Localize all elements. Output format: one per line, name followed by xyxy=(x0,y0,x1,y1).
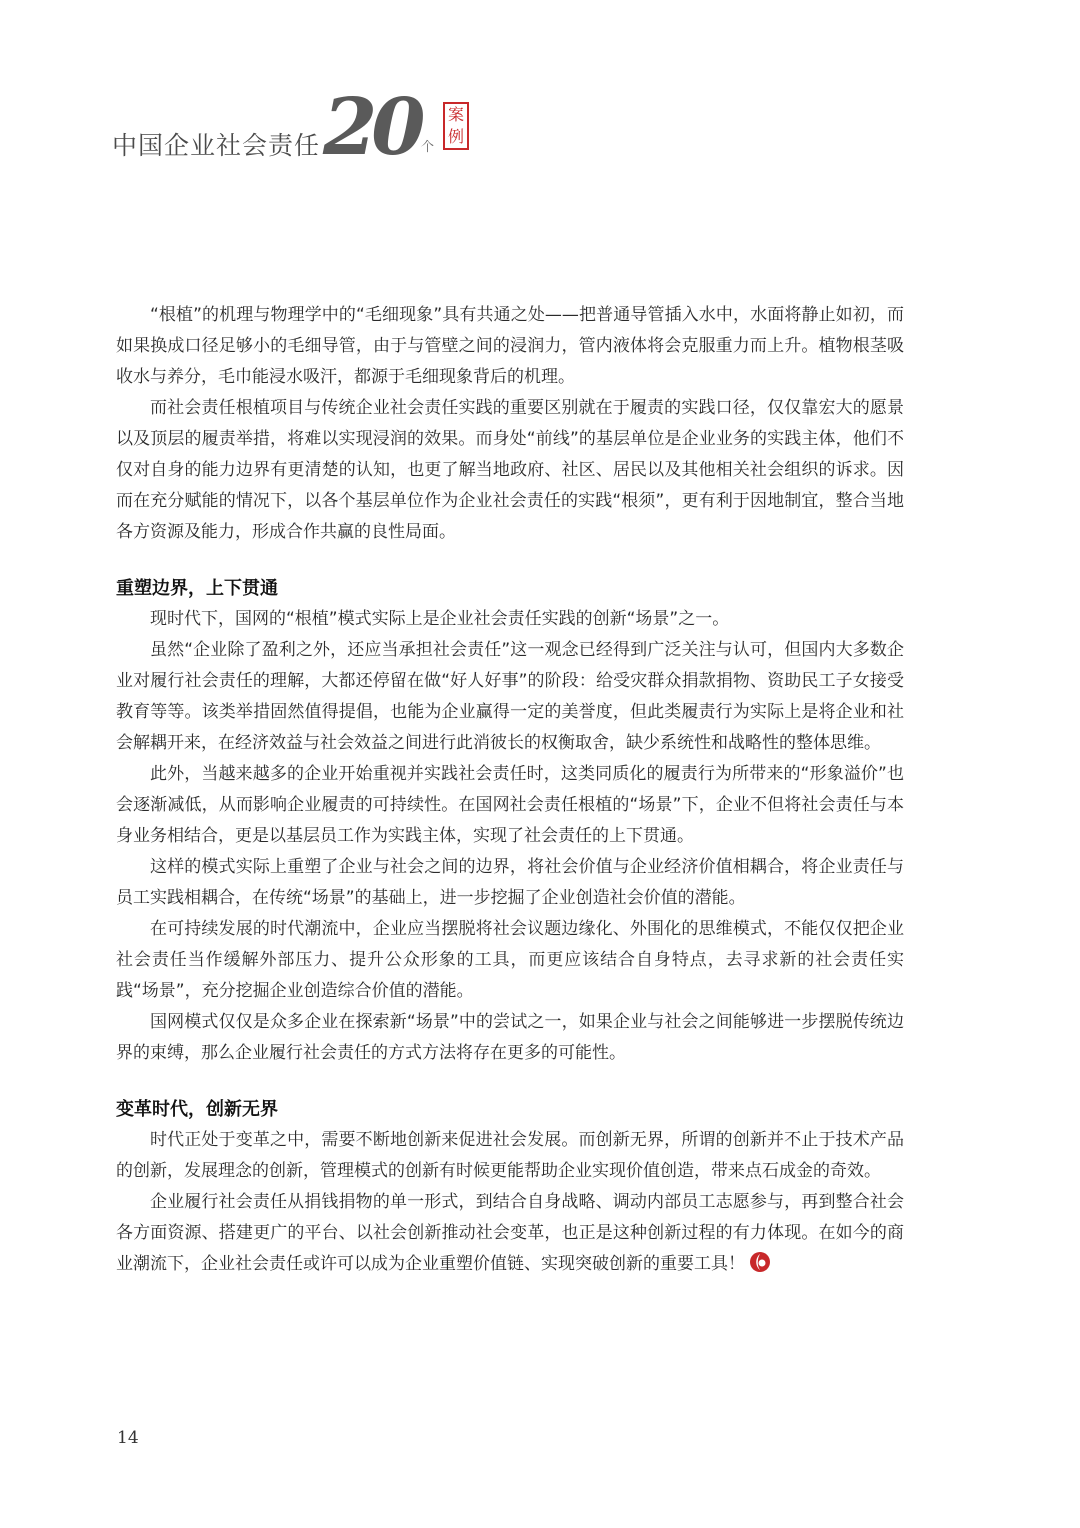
paragraph: 在可持续发展的时代潮流中，企业应当摆脱将社会议题边缘化、外围化的思维模式，不能仅仅把企业社会责任当作缓解外部压力、提升公众形象的工具，而更应该结合自身特点，去寻求新的社会责任实践“场景”，充分挖掘企业创造综合价值的潜能。 xyxy=(116,919,904,1001)
seal-char-1: 案 xyxy=(447,105,464,124)
page-number: 14 xyxy=(117,1428,139,1448)
red-end-mark-icon xyxy=(749,1251,771,1273)
paragraph: “根植”的机理与物理学中的“毛细现象”具有共通之处——把普通导管插入水中，水面将静止如初，而如果换成口径足够小的毛细导管，由于与管壁之间的浸润力，管内液体将会克服重力而上升。植物根茎吸收水与养分，毛巾能浸水吸汗，都源于毛细现象背后的机理。 xyxy=(116,305,904,387)
section-heading-reshape-boundaries: 重塑边界，上下贯通 xyxy=(116,578,278,599)
header-measure-word: 个 xyxy=(421,140,435,155)
header-title: 中国企业社会责任 xyxy=(112,131,321,160)
page-header xyxy=(112,78,492,168)
article-body xyxy=(116,300,904,1280)
section-heading-innovation-unbounded: 变革时代，创新无界 xyxy=(116,1099,278,1120)
svg-text:20: 20 xyxy=(323,82,420,164)
case-seal-stamp xyxy=(443,102,469,150)
seal-char-2: 例 xyxy=(447,127,464,146)
paragraph: 国网模式仅仅是众多企业在探索新“场景”中的尝试之一，如果企业与社会之间能够进一步摆脱传统边界的束缚，那么企业履行社会责任的方式方法将存在更多的可能性。 xyxy=(116,1012,904,1063)
paragraph: 而社会责任根植项目与传统企业社会责任实践的重要区别就在于履责的实践口径，仅仅靠宏大的愿景以及顶层的履责举措，将难以实现浸润的效果。而身处“前线”的基层单位是企业业务的实践主体，他们不仅对自身的能力边界有更清楚的认知，也更了解当地政府、社区、居民以及其他相关社会组织的诉求。因而在充分赋能的情况下，以各个基层单位作为企业社会责任的实践“根须”，更有利于因地制宜，整合当地各方资源及能力，形成合作共赢的良性局面。 xyxy=(116,398,904,542)
paragraph-final xyxy=(116,1187,904,1280)
paragraph: 时代正处于变革之中，需要不断地创新来促进社会发展。而创新无界，所谓的创新并不止于技术产品的创新，发展理念的创新，管理模式的创新有时候更能帮助企业实现价值创造，带来点石成金的奇效。 xyxy=(116,1130,904,1181)
paragraph: 虽然“企业除了盈利之外，还应当承担社会责任”这一观念已经得到广泛关注与认可，但国内大多数企业对履行社会责任的理解，大都还停留在做“好人好事”的阶段：给受灾群众捐款捐物、资助民工子女接受教育等等。该类举措固然值得提倡，也能为企业赢得一定的美誉度，但此类履责行为实际上是将企业和社会解耦开来，在经济效益与社会效益之间进行此消彼长的权衡取舍，缺少系统性和战略性的整体思维。 xyxy=(116,640,904,753)
paragraph: 此外，当越来越多的企业开始重视并实践社会责任时，这类同质化的履责行为所带来的“形象溢价”也会逐渐减低，从而影响企业履责的可持续性。在国网社会责任根植的“场景”下，企业不但将社会责任与本身业务相结合，更是以基层员工作为实践主体，实现了社会责任的上下贯通。 xyxy=(116,764,904,846)
final-paragraph-text: 企业履行社会责任从捐钱捐物的单一形式，到结合自身战略、调动内部员工志愿参与，再到整合社会各方面资源、搭建更广的平台、以社会创新推动社会变革，也正是这种创新过程的有力体现。在如今的商业潮流下，企业社会责任或许可以成为企业重塑价值链、实现突破创新的重要工具！ xyxy=(116,1192,904,1274)
paragraph: 现时代下，国网的“根植”模式实际上是企业社会责任实践的创新“场景”之一。 xyxy=(150,609,730,629)
paragraph: 这样的模式实际上重塑了企业与社会之间的边界，将社会价值与企业经济价值相耦合，将企业责任与员工实践相耦合，在传统“场景”的基础上，进一步挖掘了企业创造社会价值的潜能。 xyxy=(116,857,904,908)
